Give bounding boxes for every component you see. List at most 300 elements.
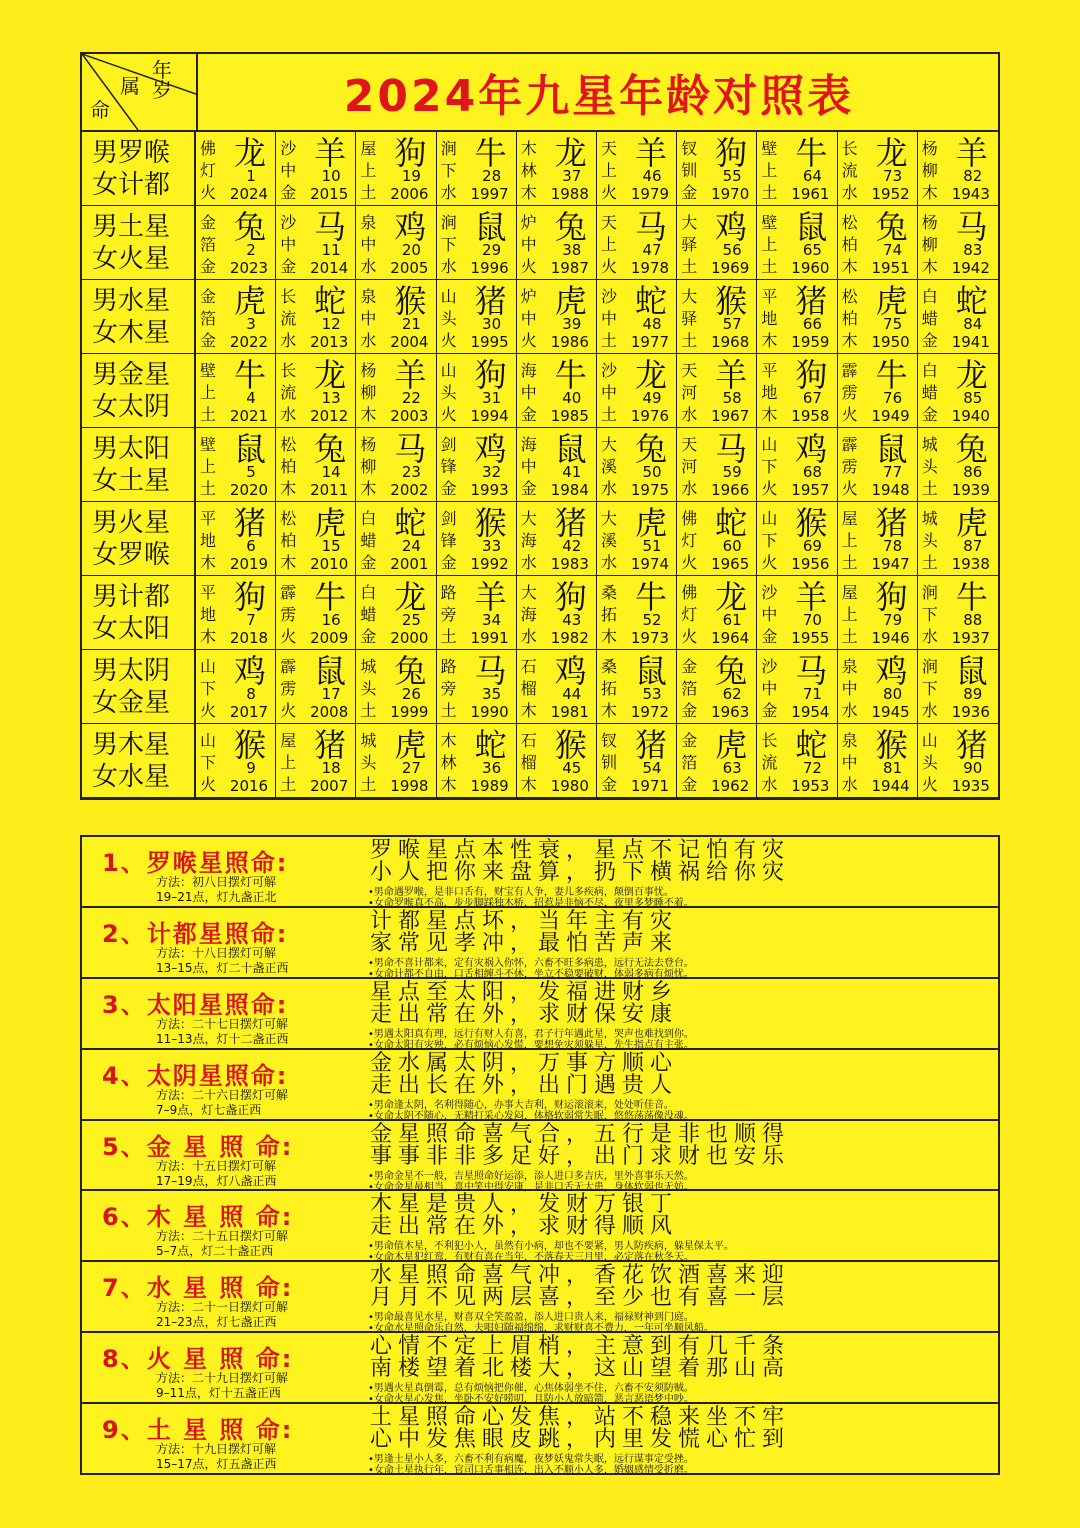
nayin-element: 白 蜡 金 — [360, 509, 377, 572]
year-cell — [677, 354, 757, 428]
age-value: 32 — [482, 463, 502, 481]
age-value: 2 — [246, 241, 256, 259]
age-value: 40 — [562, 389, 582, 407]
zodiac-animal: 鸡 — [795, 430, 828, 468]
row-label-male: 男水星 — [92, 285, 171, 316]
birth-year: 1983 — [550, 555, 589, 573]
poem-line-1: 心情不定上眉梢，主意到有几千条 — [370, 1334, 791, 1360]
zodiac-animal: 鼠 — [875, 430, 908, 468]
nayin-element: 大 驿 土 — [681, 213, 698, 276]
birth-year: 1950 — [871, 333, 910, 351]
nayin-element: 泉 中 水 — [841, 731, 858, 794]
birth-year: 1973 — [630, 629, 670, 647]
table-header — [82, 54, 998, 132]
birth-year: 1942 — [951, 259, 990, 277]
section-method — [156, 1442, 277, 1472]
nayin-element: 炉 中 火 — [520, 213, 537, 276]
section-method — [156, 1159, 277, 1189]
year-cell — [677, 428, 757, 502]
year-cell — [196, 502, 276, 576]
age-value: 28 — [482, 167, 502, 185]
method-line: 方法：二十六日摆灯可解 — [156, 1087, 289, 1102]
nayin-element: 白 蜡 金 — [360, 583, 377, 646]
section-left — [82, 1262, 360, 1331]
age-value: 43 — [562, 611, 582, 629]
age-value: 20 — [401, 241, 421, 259]
zodiac-animal: 龙 — [875, 134, 908, 172]
birth-year: 1995 — [470, 333, 509, 351]
birth-year: 2006 — [390, 185, 429, 203]
age-value: 70 — [802, 611, 822, 629]
nayin-element: 杨 柳 木 — [360, 435, 377, 498]
method-time: 21–23点，灯七盏正西 — [156, 1315, 277, 1330]
birth-year: 1961 — [791, 185, 830, 203]
birth-year: 1987 — [550, 259, 589, 277]
section-left — [82, 1191, 360, 1260]
year-cell — [356, 206, 436, 280]
nayin-element: 沙 中 金 — [761, 583, 778, 646]
section-title: 4、太阴星照命: — [102, 1061, 289, 1090]
birth-year: 2008 — [310, 703, 349, 721]
year-cell — [196, 428, 276, 502]
row-label-female: 女太阳 — [92, 613, 171, 644]
birth-year: 1945 — [871, 703, 910, 721]
birth-year: 1991 — [470, 629, 509, 647]
note-male: •男遇太阳真有理，远行有财人有喜，君子行年遇此星，哭声也难找到你。 — [368, 1028, 694, 1040]
note-female: •女命计都不自由，口舌相缠斗不休，坐立不稳要破财，体弱多病有烦忧。 — [368, 968, 694, 980]
year-cell — [437, 724, 517, 798]
year-cell — [838, 354, 918, 428]
nayin-element: 长 流 水 — [841, 139, 858, 202]
zodiac-animal: 猪 — [554, 504, 587, 542]
nayin-element: 霹 雳 火 — [280, 657, 297, 720]
age-value: 18 — [321, 759, 341, 777]
zodiac-animal: 蛇 — [634, 282, 667, 320]
year-cell — [276, 354, 356, 428]
zodiac-animal: 羊 — [955, 134, 988, 172]
method-line: 方法：十八日摆灯可解 — [156, 945, 277, 960]
zodiac-animal: 虎 — [875, 282, 908, 320]
year-cell — [437, 502, 517, 576]
birth-year: 1982 — [550, 629, 589, 647]
nayin-element: 屋 上 土 — [280, 731, 297, 794]
star-section — [82, 1333, 998, 1404]
birth-year: 1935 — [951, 777, 990, 795]
birth-year: 1979 — [630, 185, 670, 203]
row-label-male: 男木星 — [92, 729, 171, 760]
note-male: •男命逢太阴，名利得随心，办事大吉利，财运滚滚来，处处听佳音。 — [368, 1099, 674, 1111]
section-title: 3、太阳星照命: — [102, 990, 289, 1019]
age-value: 25 — [401, 611, 421, 629]
year-cell — [276, 502, 356, 576]
section-method — [156, 875, 277, 905]
year-cell — [757, 354, 837, 428]
birth-year: 2007 — [310, 777, 349, 795]
nayin-element: 壁 上 土 — [200, 435, 217, 498]
year-cell — [597, 206, 677, 280]
birth-year: 1978 — [630, 259, 670, 277]
zodiac-animal: 龙 — [233, 134, 266, 172]
zodiac-animal: 鼠 — [314, 652, 347, 690]
zodiac-animal: 龙 — [394, 578, 427, 616]
year-cell — [918, 354, 998, 428]
zodiac-animal: 龙 — [314, 356, 347, 394]
birth-year: 1938 — [951, 555, 990, 573]
birth-year: 1976 — [630, 407, 670, 425]
age-value: 35 — [482, 685, 502, 703]
age-value: 5 — [246, 463, 256, 481]
section-title: 1、罗喉星照命: — [102, 849, 289, 877]
poem-line-2: 走出常在外，求财得顺风 — [370, 1214, 679, 1240]
corner-label-fate: 命 — [90, 98, 110, 122]
age-value: 17 — [321, 685, 341, 703]
nayin-element: 钗 钏 金 — [600, 731, 617, 794]
birth-year: 1966 — [711, 481, 750, 499]
birth-year: 1957 — [791, 481, 830, 499]
zodiac-animal: 猴 — [715, 282, 748, 320]
year-cell — [276, 576, 356, 650]
birth-year: 2014 — [310, 259, 349, 277]
birth-year: 2021 — [229, 407, 269, 425]
section-left — [82, 1404, 360, 1473]
zodiac-animal: 猪 — [795, 282, 828, 320]
method-line: 方法：二十一日摆灯可解 — [156, 1300, 289, 1315]
zodiac-animal: 猪 — [875, 504, 908, 542]
birth-year: 1948 — [871, 481, 910, 499]
age-value: 34 — [482, 611, 502, 629]
zodiac-animal: 猪 — [634, 726, 667, 764]
age-value: 39 — [562, 315, 582, 333]
section-right — [360, 908, 998, 980]
birth-year: 1936 — [951, 703, 990, 721]
nayin-element: 海 中 金 — [520, 361, 537, 424]
nayin-element: 城 头 土 — [921, 509, 938, 572]
nayin-element: 大 海 水 — [520, 583, 537, 646]
birth-year: 2013 — [310, 333, 349, 351]
note-male: •男遇火星真倒霉，总有烦恼把你催，心焦体弱坐不住，六畜不安须防贼。 — [368, 1383, 694, 1395]
zodiac-animal: 羊 — [634, 134, 667, 172]
birth-year: 2011 — [310, 481, 349, 499]
birth-year: 1970 — [711, 185, 750, 203]
zodiac-animal: 猴 — [394, 282, 427, 320]
zodiac-animal: 鸡 — [474, 430, 507, 468]
poem-line-1: 木星是贵人，发财万银丁 — [370, 1192, 679, 1218]
section-left — [82, 908, 360, 977]
note-female: •女命金星最相当，喜中笑中得安康，是非口舌无大患，身体软弱也无妨。 — [368, 1181, 694, 1193]
row-label — [82, 354, 196, 428]
year-cell — [356, 132, 436, 206]
birth-year: 2023 — [229, 259, 269, 277]
birth-year: 1941 — [951, 333, 990, 351]
birth-year: 1955 — [791, 629, 830, 647]
birth-year: 2001 — [390, 555, 429, 573]
nayin-element: 泉 中 水 — [360, 213, 377, 276]
zodiac-animal: 兔 — [554, 208, 587, 246]
year-cell — [356, 428, 436, 502]
year-cell — [757, 650, 837, 724]
birth-year: 1962 — [711, 777, 750, 795]
birth-year: 2010 — [310, 555, 349, 573]
year-cell — [838, 132, 918, 206]
nayin-element: 佛 灯 火 — [681, 509, 698, 572]
year-cell — [517, 502, 597, 576]
nayin-element: 松 柏 木 — [280, 509, 297, 572]
year-cell — [196, 132, 276, 206]
method-time: 11–13点，灯十二盏正西 — [156, 1031, 289, 1046]
nayin-element: 涧 下 水 — [440, 139, 457, 202]
zodiac-animal: 兔 — [314, 430, 347, 468]
section-title: 2、计都星照命: — [102, 919, 289, 948]
birth-year: 2015 — [310, 185, 349, 203]
zodiac-animal: 羊 — [715, 356, 748, 394]
nayin-element: 城 头 土 — [921, 435, 938, 498]
birth-year: 2016 — [229, 777, 269, 795]
age-value: 21 — [401, 315, 421, 333]
zodiac-animal: 牛 — [955, 578, 988, 616]
age-value: 67 — [802, 389, 822, 407]
nayin-element: 木 林 木 — [440, 731, 457, 794]
year-cell — [196, 576, 276, 650]
age-value: 59 — [722, 463, 742, 481]
zodiac-animal: 龙 — [715, 578, 748, 616]
zodiac-animal: 牛 — [634, 578, 667, 616]
year-cell — [597, 428, 677, 502]
year-cell — [757, 576, 837, 650]
zodiac-animal: 兔 — [394, 652, 427, 690]
corner-label-age: 年岁 — [152, 58, 172, 102]
section-method — [156, 1229, 288, 1259]
age-value: 72 — [802, 759, 822, 777]
section-title: 8、火 星 照 命: — [102, 1345, 294, 1374]
year-cell — [517, 650, 597, 724]
nayin-element: 壁 上 土 — [200, 361, 217, 424]
row-label — [82, 502, 196, 576]
age-value: 47 — [642, 241, 662, 259]
nayin-element: 山 下 火 — [200, 731, 217, 794]
year-cell — [677, 502, 757, 576]
birth-year: 2009 — [310, 629, 349, 647]
zodiac-animal: 虎 — [314, 504, 347, 542]
section-method — [156, 1017, 289, 1047]
nayin-element: 沙 中 金 — [280, 139, 297, 202]
nayin-element: 屋 上 土 — [841, 509, 858, 572]
age-value: 36 — [482, 759, 502, 777]
zodiac-animal: 狗 — [875, 578, 908, 616]
birth-year: 1963 — [711, 703, 750, 721]
section-method — [156, 1300, 288, 1330]
nayin-element: 涧 下 水 — [921, 657, 938, 720]
age-value: 12 — [321, 315, 341, 333]
zodiac-animal: 兔 — [233, 208, 266, 246]
year-cell — [918, 280, 998, 354]
birth-year: 1977 — [630, 333, 670, 351]
year-cell — [597, 132, 677, 206]
year-cell — [356, 502, 436, 576]
year-cell — [356, 354, 436, 428]
note-female: •女命木星犯红鸾，有财有喜在当年，不落春天三月里，必定落在秋冬天。 — [368, 1252, 694, 1264]
nayin-element: 桑 拓 木 — [600, 657, 617, 720]
year-cell — [276, 206, 356, 280]
corner-label-zodiac: 属 — [120, 74, 140, 98]
zodiac-animal: 狗 — [715, 134, 748, 172]
age-value: 58 — [722, 389, 742, 407]
birth-year: 1972 — [630, 703, 670, 721]
birth-year: 2002 — [390, 481, 429, 499]
zodiac-animal: 蛇 — [474, 726, 507, 764]
year-cell — [918, 650, 998, 724]
nayin-element: 涧 下 水 — [440, 213, 457, 276]
age-value: 49 — [642, 389, 662, 407]
birth-year: 1956 — [791, 555, 830, 573]
year-cell — [918, 206, 998, 280]
age-value: 13 — [321, 389, 341, 407]
age-value: 10 — [321, 167, 341, 185]
birth-year: 1990 — [470, 703, 509, 721]
zodiac-animal: 猪 — [955, 726, 988, 764]
nayin-element: 天 上 火 — [600, 213, 617, 276]
year-cell — [838, 428, 918, 502]
year-cell — [918, 576, 998, 650]
birth-year: 1975 — [630, 481, 670, 499]
corner-cell — [82, 54, 198, 130]
age-value: 3 — [246, 315, 256, 333]
nayin-element: 平 地 木 — [761, 287, 778, 350]
birth-year: 1958 — [791, 407, 830, 425]
birth-year: 1960 — [791, 259, 830, 277]
zodiac-animal: 鼠 — [233, 430, 266, 468]
age-value: 75 — [883, 315, 903, 333]
year-cell — [677, 724, 757, 798]
section-left — [82, 1333, 360, 1402]
section-right — [360, 1404, 998, 1477]
age-value: 90 — [963, 759, 983, 777]
method-time: 13–15点，灯二十盏正西 — [156, 960, 289, 975]
birth-year: 1937 — [951, 629, 990, 647]
nayin-element: 杨 柳 木 — [921, 213, 938, 276]
zodiac-animal: 牛 — [554, 356, 587, 394]
zodiac-animal: 兔 — [634, 430, 667, 468]
birth-year: 1997 — [470, 185, 509, 203]
row-label-male: 男金星 — [92, 359, 171, 390]
year-cell — [597, 724, 677, 798]
section-method — [156, 1371, 288, 1401]
birth-year: 1965 — [711, 555, 750, 573]
year-cell — [677, 280, 757, 354]
age-value: 89 — [963, 685, 983, 703]
birth-year: 1999 — [390, 703, 429, 721]
age-value: 84 — [963, 315, 983, 333]
star-section — [82, 837, 998, 908]
birth-year: 2017 — [229, 703, 269, 721]
row-label-male: 男计都 — [92, 581, 171, 612]
zodiac-animal: 鸡 — [875, 652, 908, 690]
zodiac-animal: 羊 — [394, 356, 427, 394]
year-cell — [276, 132, 356, 206]
zodiac-animal: 兔 — [715, 652, 748, 690]
nayin-element: 金 箔 金 — [200, 213, 217, 276]
nayin-element: 白 蜡 金 — [921, 287, 938, 350]
birth-year: 1959 — [791, 333, 830, 351]
birth-year: 1952 — [871, 185, 910, 203]
nayin-element: 炉 中 火 — [520, 287, 537, 350]
zodiac-animal: 鼠 — [474, 208, 507, 246]
age-value: 79 — [883, 611, 903, 629]
year-cell — [437, 206, 517, 280]
year-cell — [437, 650, 517, 724]
row-label-female: 女计都 — [92, 169, 171, 200]
birth-year: 1967 — [711, 407, 750, 425]
year-cell — [677, 650, 757, 724]
note-male: •男逢土星小人多，六畜不利有病魔，夜梦妖鬼常失眠，远行谋事定受挫。 — [368, 1454, 694, 1466]
poem-line-2: 家常见孝冲，最怕苦声来 — [370, 930, 679, 956]
zodiac-animal: 龙 — [634, 356, 667, 394]
zodiac-animal: 猪 — [474, 282, 507, 320]
zodiac-animal: 牛 — [233, 356, 266, 394]
age-value: 48 — [642, 315, 662, 333]
nayin-element: 金 箔 金 — [200, 287, 217, 350]
nayin-element: 山 头 火 — [921, 731, 938, 794]
nayin-element: 霹 雳 火 — [841, 361, 858, 424]
nayin-element: 沙 中 土 — [600, 287, 617, 350]
nayin-element: 松 柏 木 — [841, 287, 858, 350]
section-right — [360, 1333, 998, 1406]
nayin-element: 山 下 火 — [761, 509, 778, 572]
zodiac-animal: 鸡 — [233, 652, 266, 690]
note-female: •女命太阴不随心，无精打采心发闷，体格软弱常失眠，悠悠荡荡像没魂。 — [368, 1110, 694, 1122]
year-cell — [437, 576, 517, 650]
nayin-element: 白 蜡 金 — [921, 361, 938, 424]
birth-year: 1994 — [470, 407, 509, 425]
nayin-element: 天 河 水 — [681, 435, 698, 498]
age-value: 74 — [883, 241, 903, 259]
age-value: 22 — [401, 389, 421, 407]
method-time: 5–7点，灯二十盏正西 — [156, 1244, 274, 1259]
row-label — [82, 576, 196, 650]
note-female: •女命土星执行年，官司口舌事相连，出入不顺小人多，婚姻感情受折磨。 — [368, 1465, 694, 1477]
section-right — [360, 1050, 998, 1122]
age-value: 31 — [482, 389, 502, 407]
poem-line-2: 事事非非多足好，出门求财也安乐 — [370, 1143, 791, 1169]
age-value: 85 — [963, 389, 983, 407]
age-value: 44 — [562, 685, 582, 703]
nayin-element: 杨 柳 木 — [921, 139, 938, 202]
birth-year: 1951 — [871, 259, 910, 277]
zodiac-animal: 狗 — [394, 134, 427, 172]
zodiac-animal: 羊 — [314, 134, 347, 172]
nayin-element: 大 驿 土 — [681, 287, 698, 350]
year-cell — [517, 206, 597, 280]
nayin-element: 长 流 水 — [280, 361, 297, 424]
year-cell — [918, 724, 998, 798]
age-value: 27 — [401, 759, 421, 777]
zodiac-animal: 鸡 — [394, 208, 427, 246]
age-value: 19 — [401, 167, 421, 185]
method-time: 15–17点，灯五盏正西 — [156, 1457, 277, 1472]
nayin-element: 山 下 火 — [761, 435, 778, 498]
row-label-female: 女木星 — [92, 317, 171, 348]
birth-year: 2005 — [390, 259, 429, 277]
year-cell — [196, 206, 276, 280]
year-cell — [757, 428, 837, 502]
year-cell — [196, 280, 276, 354]
note-male: •男命不喜计都来，定有灾祸入你怀，六畜不旺多病患，远行无法去登台。 — [368, 957, 694, 969]
nayin-element: 天 河 水 — [681, 361, 698, 424]
age-value: 50 — [642, 463, 662, 481]
section-left — [82, 1121, 360, 1190]
age-value: 1 — [246, 167, 256, 185]
nayin-element: 城 头 土 — [360, 731, 377, 794]
birth-year: 2000 — [390, 629, 429, 647]
